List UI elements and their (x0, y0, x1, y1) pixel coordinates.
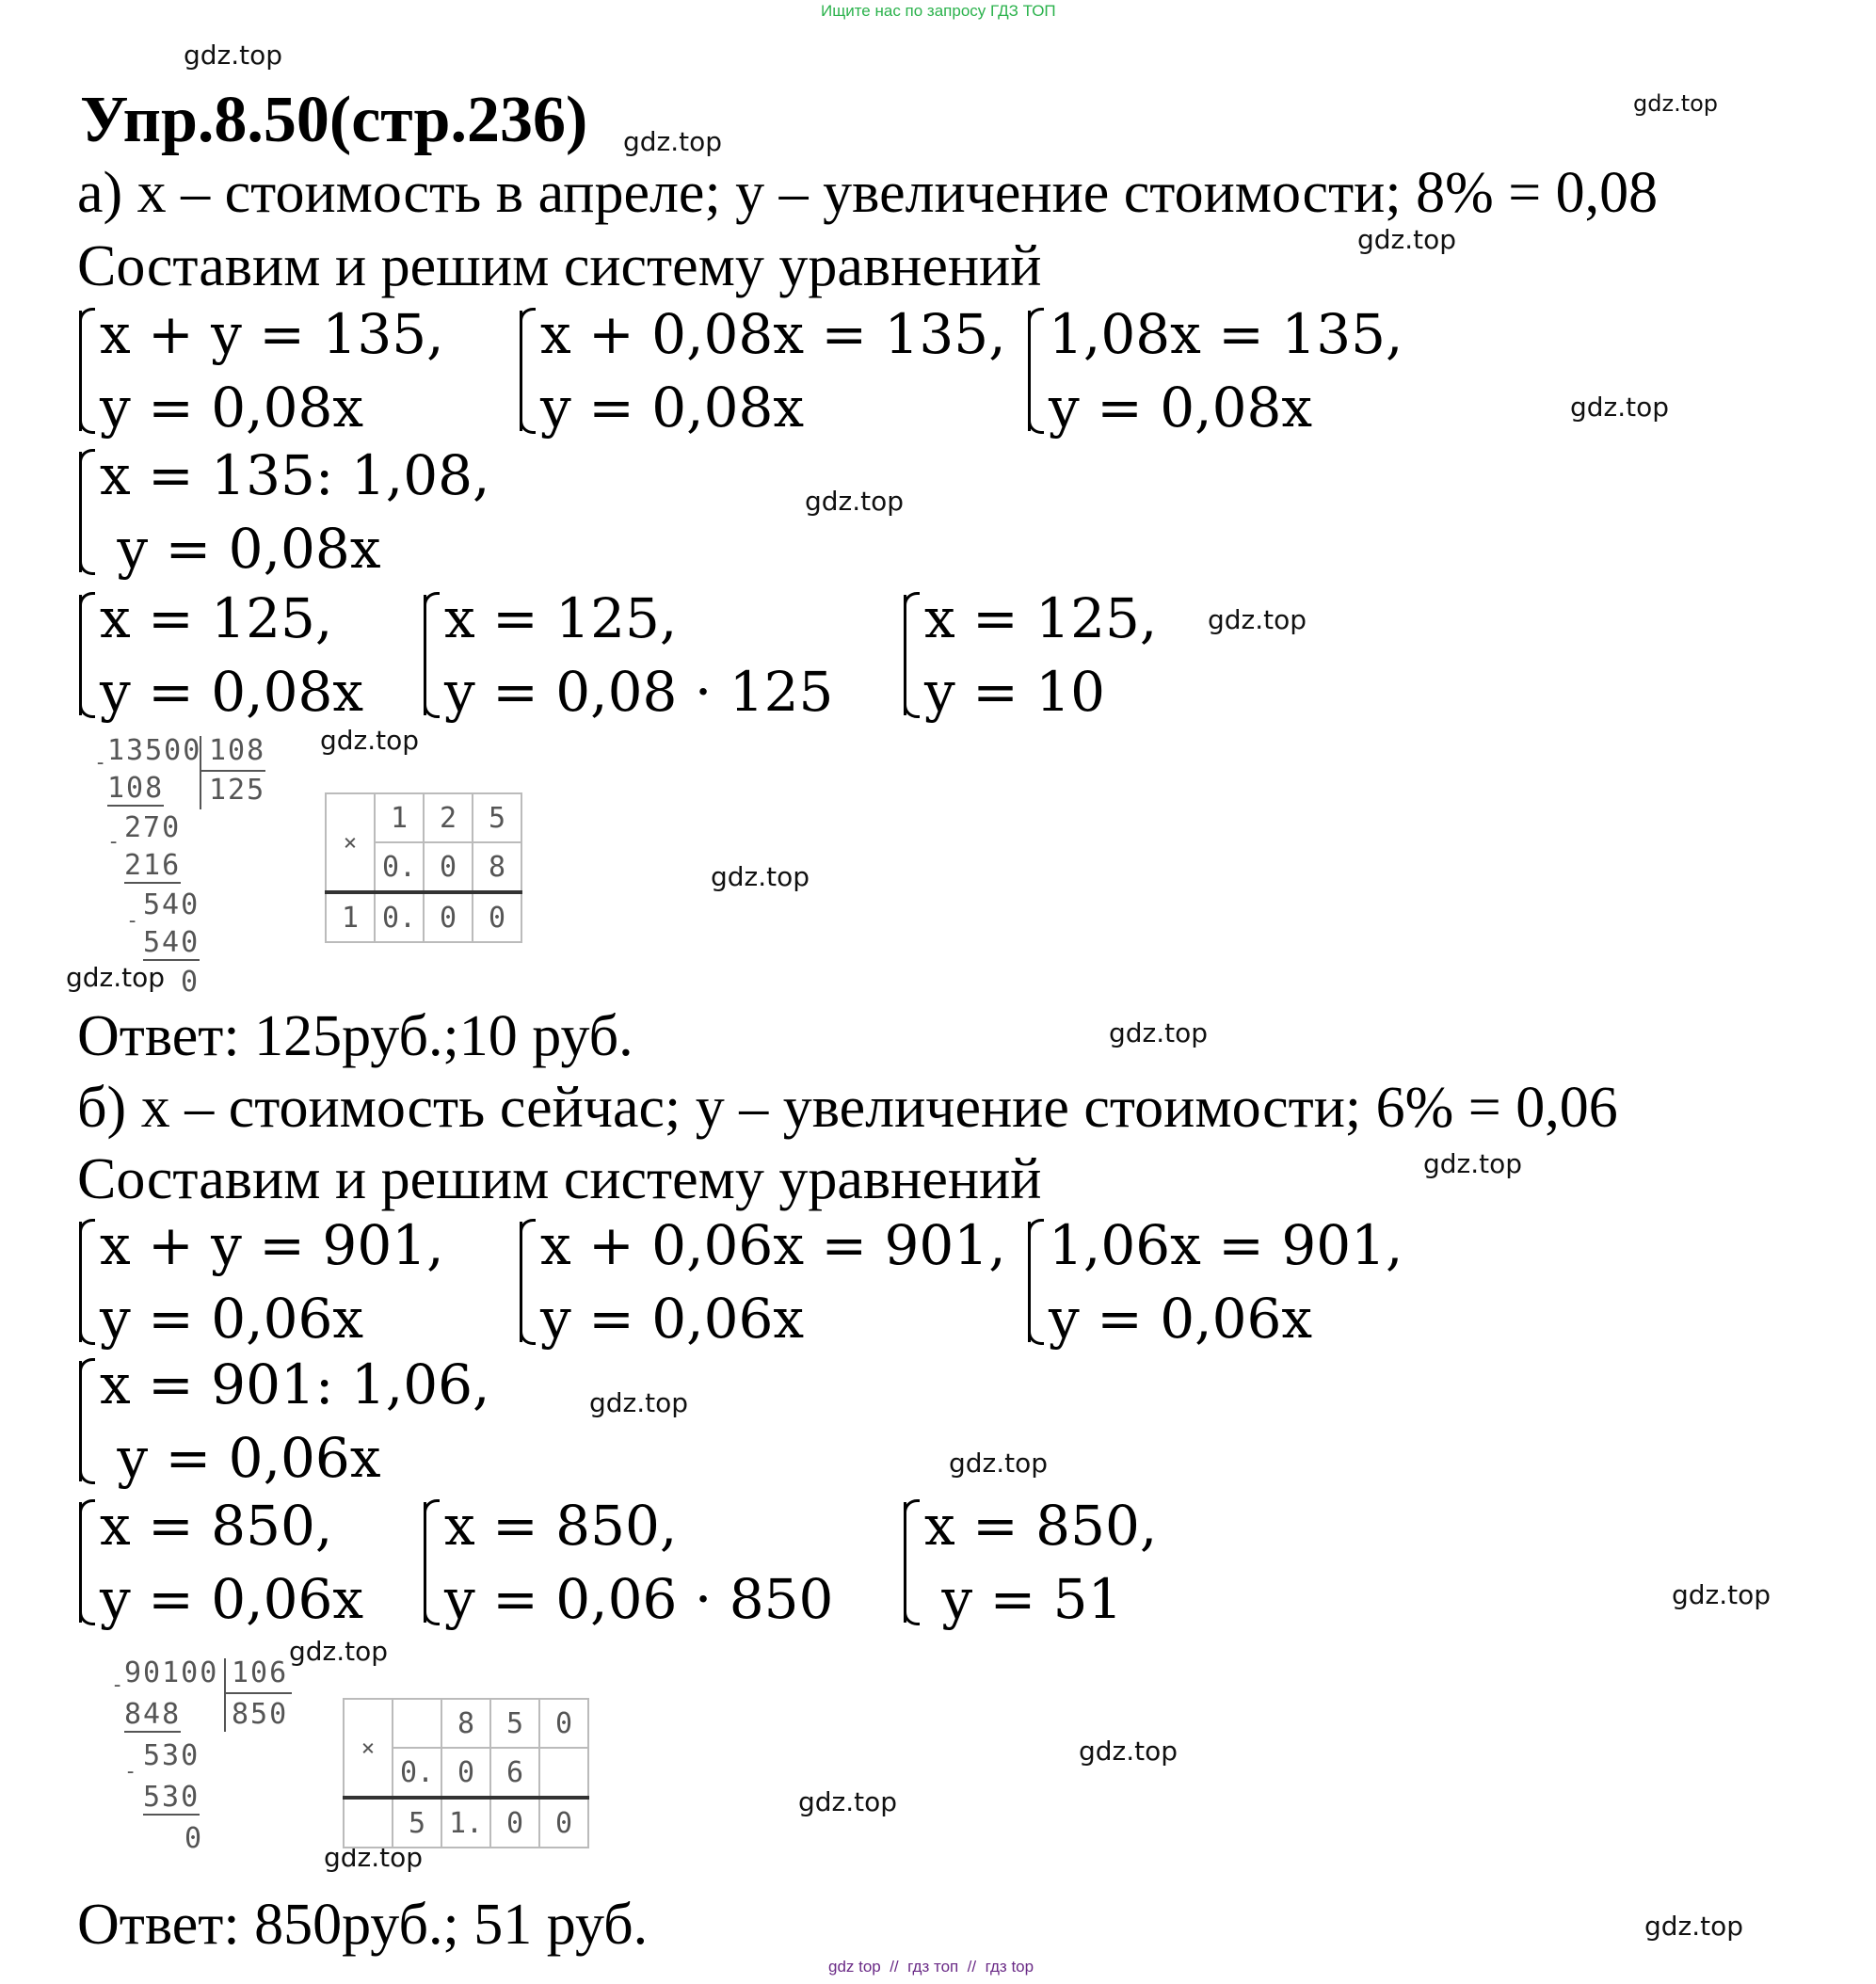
division-step: 216 (124, 849, 182, 882)
watermark: gdz.top (320, 725, 420, 756)
division-horizontal-bar (200, 770, 265, 772)
equation-line: y = 0,06x (1049, 1287, 1313, 1351)
watermark: gdz.top (589, 1387, 689, 1418)
system-brace (424, 1502, 441, 1623)
equation-line: x = 125, (924, 586, 1158, 650)
equation-system (77, 1208, 444, 1355)
equation-system (1026, 297, 1403, 444)
equation-line: x + y = 901, (100, 1213, 444, 1277)
system-brace (79, 1361, 97, 1481)
watermark: gdz.top (1633, 90, 1719, 117)
equation-line: x = 125, (444, 586, 678, 650)
grid-cell: 5 (490, 1699, 539, 1748)
watermark: gdz.top (949, 1448, 1049, 1479)
equation-line: y = 0,08x (100, 376, 364, 440)
equation-line: x + 0,08x = 135, (540, 302, 1006, 366)
grid-cell: 0 (490, 1798, 539, 1848)
grid-cell: 8 (441, 1699, 490, 1748)
watermark: gdz.top (1208, 604, 1307, 635)
system-brace (79, 1502, 97, 1623)
division-divisor: 108 (209, 734, 266, 767)
grid-cell (393, 1699, 441, 1748)
multiply-sign: × (326, 793, 375, 892)
multiply-sign: × (344, 1699, 393, 1798)
equation-system (77, 297, 444, 444)
equation-line: y = 0,06 · 850 (444, 1567, 834, 1631)
watermark: gdz.top (1672, 1579, 1772, 1610)
equation-line: x = 850, (100, 1494, 333, 1558)
minus-sign: - (107, 830, 122, 854)
division-step: 530 (143, 1739, 200, 1772)
grid-cell: 2 (424, 793, 473, 842)
grid-cell: 0. (393, 1748, 441, 1798)
system-brace (79, 452, 97, 572)
equation-line: y = 0,06x (540, 1287, 805, 1351)
equation-line: x + 0,06x = 901, (540, 1213, 1006, 1277)
system-brace (79, 1222, 97, 1342)
division-step: 0 (184, 1822, 204, 1855)
division-step: 540 (143, 926, 200, 959)
division-step: 540 (143, 888, 200, 921)
grid-cell: 0. (375, 892, 424, 942)
grid-cell: 0 (539, 1699, 588, 1748)
watermark: gdz.top (1644, 1911, 1744, 1942)
watermark: gdz.top (623, 126, 723, 157)
watermark: gdz.top (798, 1786, 898, 1817)
minus-sign: - (111, 1673, 126, 1697)
watermark: gdz.top (1423, 1148, 1523, 1179)
system-brace (1028, 311, 1046, 431)
division-step: 848 (124, 1698, 182, 1731)
equation-system (902, 1489, 1157, 1636)
watermark: gdz.top (184, 40, 283, 71)
watermark: gdz.top (1109, 1017, 1209, 1048)
equation-line: y = 10 (924, 660, 1106, 724)
part-b-compose: Составим и решим систему уравнений (77, 1147, 1042, 1211)
division-horizontal-bar (224, 1692, 292, 1694)
division-vertical-bar (200, 736, 201, 809)
grid-cell: 0 (539, 1798, 588, 1848)
equation-line: x = 125, (100, 586, 333, 650)
watermark: gdz.top (1570, 392, 1670, 423)
equation-system (77, 582, 363, 728)
part-a-answer: Ответ: 125руб.;10 руб. (77, 1004, 633, 1068)
grid-cell (344, 1798, 393, 1848)
equation-line: y = 0,06x (100, 1567, 364, 1631)
part-a-intro: а) x – стоимость в апреле; y – увеличение стоимости; 8% = 0,08 (77, 161, 1659, 225)
equation-line: x = 850, (444, 1494, 678, 1558)
grid-cell (539, 1748, 588, 1798)
division-step: 0 (181, 966, 200, 999)
watermark: gdz.top (805, 486, 905, 517)
grid-cell: 1 (326, 892, 375, 942)
part-a-compose: Составим и решим систему уравнений (77, 234, 1042, 298)
part-b-intro: б) x – стоимость сейчас; y – увеличение стоимости; 6% = 0,06 (77, 1076, 1618, 1140)
system-brace (424, 595, 441, 715)
system-brace (904, 1502, 922, 1623)
division-vertical-bar (224, 1658, 226, 1732)
equation-line: x = 901: 1,06, (100, 1352, 490, 1416)
grid-cell: 1. (441, 1798, 490, 1848)
minus-sign: - (124, 1760, 139, 1784)
system-brace (79, 311, 97, 431)
minus-sign: - (126, 909, 141, 933)
grid-cell: 5 (393, 1798, 441, 1848)
equation-line: y = 0,06x (100, 1287, 364, 1351)
minus-sign: - (94, 751, 109, 775)
footer-links[interactable]: gdz top // гдз топ // гдз top (828, 1958, 1034, 1976)
equation-line: y = 0,08x (540, 376, 805, 440)
watermark: gdz.top (324, 1842, 424, 1873)
system-brace (520, 1222, 537, 1342)
division-dividend: 13500 (107, 734, 202, 767)
division-quotient: 850 (232, 1698, 289, 1731)
division-step: 530 (143, 1781, 200, 1814)
equation-system (518, 1208, 1006, 1355)
equation-line: y = 0,08 · 125 (444, 660, 834, 724)
watermark: gdz.top (66, 962, 166, 993)
system-brace (79, 595, 97, 715)
multiplication-grid (343, 1698, 589, 1848)
equation-line: y = 0,06x (100, 1426, 381, 1490)
grid-cell: 5 (473, 793, 521, 842)
grid-cell: 0 (424, 842, 473, 892)
grid-cell: 8 (473, 842, 521, 892)
equation-line: y = 0,08x (100, 517, 381, 581)
equation-system (77, 1348, 489, 1495)
grid-cell: 0 (424, 892, 473, 942)
watermark: gdz.top (1079, 1736, 1179, 1767)
system-brace (904, 595, 922, 715)
equation-system (902, 582, 1157, 728)
equation-line: y = 0,08x (100, 660, 364, 724)
watermark: gdz.top (1357, 224, 1457, 255)
equation-system (1026, 1208, 1403, 1355)
top-banner[interactable]: Ищите нас по запросу ГДЗ ТОП (821, 2, 1056, 20)
part-b-answer: Ответ: 850руб.; 51 руб. (77, 1893, 649, 1957)
equation-system (77, 439, 489, 585)
division-dividend: 90100 (124, 1656, 219, 1689)
equation-system (422, 1489, 833, 1636)
equation-line: 1,06x = 901, (1049, 1213, 1403, 1277)
grid-cell: 1 (375, 793, 424, 842)
equation-system (77, 1489, 363, 1636)
division-divisor: 106 (232, 1656, 289, 1689)
system-brace (520, 311, 537, 431)
system-brace (1028, 1222, 1046, 1342)
division-step: 108 (107, 772, 165, 805)
equation-line: y = 0,08x (1049, 376, 1313, 440)
equation-line: y = 51 (924, 1567, 1123, 1631)
equation-line: x + y = 135, (100, 302, 444, 366)
division-step: 270 (124, 811, 182, 844)
equation-line: x = 135: 1,08, (100, 443, 490, 507)
equation-system (422, 582, 833, 728)
long-division (94, 734, 282, 998)
watermark: gdz.top (289, 1636, 389, 1667)
equation-system (518, 297, 1006, 444)
grid-cell: 6 (490, 1748, 539, 1798)
multiplication-grid (325, 792, 522, 943)
equation-line: x = 850, (924, 1494, 1158, 1558)
equation-line: 1,08x = 135, (1049, 302, 1403, 366)
grid-cell: 0 (473, 892, 521, 942)
watermark: gdz.top (711, 861, 810, 892)
division-quotient: 125 (209, 774, 266, 807)
exercise-title: Упр.8.50(стр.236) (80, 84, 588, 156)
long-division (111, 1656, 318, 1855)
grid-cell: 0 (441, 1748, 490, 1798)
grid-cell: 0. (375, 842, 424, 892)
